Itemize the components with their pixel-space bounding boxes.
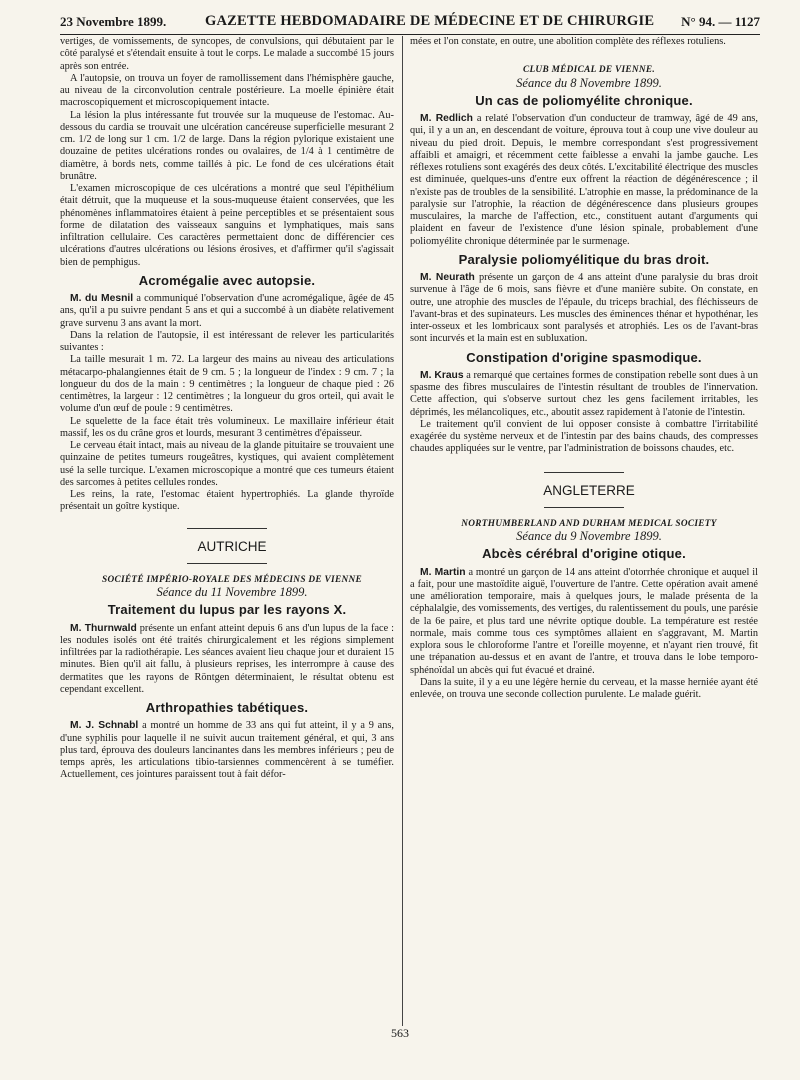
paragraph: mées et l'on constate, en outre, une abolition complète des réflexes rotuliens. (410, 36, 726, 47)
paragraph-text: a communiqué l'observation d'une acromégalique, âgée de 45 ans, qu'il a pu suivre pendant 5 ans et qui a succombé à un diabète relativement grave survenu 3 ans avant la mort. (60, 293, 394, 329)
paragraph: Dans la suite, il y a eu une légère hernie du cerveau, et la masse herniée ayant été enlevée, on trouva une seconde collection purulente. Le malade guérit. (410, 676, 758, 700)
running-header (60, 12, 760, 35)
society-name: SOCIÉTÉ IMPÉRIO-ROYALE DES MÉDECINS DE VIENNE (101, 574, 363, 585)
paragraph (410, 370, 758, 419)
author-name: M. Kraus (420, 369, 464, 381)
paragraph (60, 623, 394, 697)
author-name: M. Redlich (420, 113, 473, 124)
paragraph (410, 272, 758, 346)
paragraph (60, 720, 394, 781)
article-heading-constipation: Constipation d'origine spasmodique. (466, 349, 702, 365)
paragraph: A l'autopsie, on trouva un foyer de ramollissement dans l'hémisphère gauche, au niveau de la circonvolution centrale postérieure. La moelle épinière était macroscopiquement et microscopiquement intacte. (60, 72, 394, 109)
paragraph-text: présente un garçon de 4 ans atteint d'une paralysie du bras droit survenue à l'âge de 6 mois, sans fièvre et d'une manière subite. On constate, en outre, une atrophie des muscles de l'épaule, du triceps brachial, des fléchisseurs de l'avant-bras et des supinateurs. Les muscles des éminences thénar et hypothénar, les inter-osseux et les lombricaux sont paralysés et atrophiés. Les os de l'avant-bras sont incurvés et la main est en subluxation. (410, 272, 758, 345)
paragraph: Le cerveau était intact, mais au niveau de la glande pituitaire se trouvaient une quinzaine de petites tumeurs rougeâtres, kystiques, qui avaient complètement usé la selle turcique. L'examen microscopique a montré que ces tumeurs étaient des sarcomes à petites cellules rondes. (60, 440, 394, 488)
author-name: M. Thurnwald (70, 622, 137, 634)
right-column (410, 36, 758, 701)
paragraph: Le squelette de la face était très volumineux. Le maxillaire inférieur était massif, les os du crâne gros et lourds, mesurant 3 centimètres d'épaisseur. (60, 415, 394, 439)
paragraph (410, 113, 758, 248)
paragraph: Le traitement qu'il convient de lui opposer consiste à combattre l'irritabilité exagérée du système nerveux et de l'intestin par des bains chauds, des compresses chaudes appliquées sur le ventre, par l'administration de boissons chaudes, etc. (410, 418, 758, 455)
paragraph-text: présente un enfant atteint depuis 6 ans d'un lupus de la face : les nodules isolés ont été traités chirurgicalement et les régions simplement infiltrées par la radiothérapie. Les séances avaient lieu chaque jour et duraient 15 minutes. Bien qu'il ait fallu, à plusieurs reprises, les interrompre à cause des dermatites que les rayons de Röntgen déterminaient, le résultat obtenu est cependant excellent. (60, 622, 394, 695)
paragraph: La taille mesurait 1 m. 72. La largeur des mains au niveau des articulations métacarpo-phalangiennes était de 9 cm. 5 ; la longueur de l'index : 9 cm. 7 ; la longueur du dos de la main : 9 centimètres ; la longueur de chaque pied : 26 centimètres, la largeur : 12 centimètres ; la longueur du gros orteil, qui avait le volume d'un œuf de poule : 9 centimètres. (60, 354, 394, 415)
paragraph-text: a remarqué que certaines formes de constipation rebelle sont dues à un spasme des fibres musculaires de l'intestin résultant de troubles de l'innervation. Cette affection, qui s'observe surtout chez les gens facilement irritables, les déprimés, les mélancoliques, etc., aboutit assez rapidement à l'atonie de l'intestin. (410, 369, 758, 418)
paragraph (410, 567, 758, 677)
journal-title: GAZETTE HEBDOMADAIRE DE MÉDECINE ET DE CHIRURGIE (205, 13, 655, 29)
paragraph: La lésion la plus intéressante fut trouvée sur la muqueuse de l'estomac. Au-dessous du cardia se trouvait une ulcération cancéreuse superficielle mesurant 2 cm. 1/2 de long sur 1 cm. 1/2 de large. Dans la région pylorique existaient une douzaine de petites ulcérations rondes ou ovalaires, de 1/4 à 1 centimètre de diamètre, à bords nets, comme taillés à pic. Le fond de ces ulcérations était brunâtre. (60, 109, 394, 182)
society-name: CLUB MÉDICAL DE VIENNE. (522, 65, 656, 76)
section-title-angleterre: ANGLETERRE (543, 482, 635, 498)
paragraph-text: a montré un garçon de 14 ans atteint d'otorrhée chronique et auquel il a fait, pour une mastoïdite aiguë, l'ouverture de l'antre. Cette opération avait amené une amélioration temporaire, mais à quelques jours, le malade présenta de la céphalalgie, des vomissements, des vertiges, du ralentissement du pouls, une parésie de la 6e paire, et plus tard une névrite optique double. La température est restée normale, mais comme tous ces symptômes allaient en s'aggravant, M. Martin explora sous le chloroforme l'antre et l'oreille moyenne, et n'ayant rien trouvé, fit une trépanation au-dessus et en avant de l'antre, et trouva dans le lobe temporo-sphénoïdal un abcès qui fut évacué et drainé. (410, 566, 758, 676)
article-heading-lupus: Traitement du lupus par les rayons X. (107, 602, 347, 618)
paragraph-text: a montré un homme de 33 ans qui fut atteint, il y a 9 ans, d'une syphilis pour laquelle il ne suivit aucun traitement général, et qui, 3 ans plus tard, éprouva des douleurs lancinantes dans les membres inférieurs ; peu de temps après, les articulations tibio-tarsiennes commencèrent à se tuméfier. Actuellement, ces jointures paraissent tout à fait défor- (60, 720, 394, 781)
article-heading-arthropathies: Arthropathies tabétiques. (145, 700, 309, 715)
section-title-autriche: AUTRICHE (197, 538, 267, 554)
page-number: 563 (391, 1026, 409, 1040)
left-column (60, 36, 394, 782)
author-name: M. Neurath (420, 272, 475, 283)
article-heading-acromegalie: Acromégalie avec autopsie. (138, 272, 316, 288)
paragraph (60, 293, 394, 330)
session-date: Séance du 9 Novembre 1899. (516, 529, 662, 543)
author-name: M. du Mesnil (70, 293, 134, 304)
article-heading-poliomyelite: Un cas de poliomyélite chronique. (475, 92, 693, 108)
paragraph: vertiges, de vomissements, de syncopes, de convulsions, qui débutaient par le côté paralysé et s'étendait ensuite à tout le corps. Le malade a succombé 15 jours après son entrée. (60, 36, 394, 72)
paragraph: Dans la relation de l'autopsie, il est intéressant de relever les particularités suivantes : (60, 329, 394, 353)
paragraph: Les reins, la rate, l'estomac étaient hypertrophiés. La glande thyroïde présentait un goître kystique. (60, 489, 394, 513)
article-heading-abces: Abcès cérébral d'origine otique. (482, 546, 686, 562)
session-date: Séance du 8 Novembre 1899. (516, 75, 662, 90)
society-name: NORTHUMBERLAND AND DURHAM MEDICAL SOCIETY (461, 518, 717, 529)
column-divider (402, 36, 403, 1026)
paragraph: L'examen microscopique de ces ulcérations a montré que seul l'épithélium était détruit, que la muqueuse et la sous-muqueuse étaient conservées, que les phénomènes inflammatoires étaient à peine perceptibles et se présentaient sous forme de dilatation des vaisseaux sanguins et lymphatiques, mais sans infiltration cellulaire. Ces caractères permettaient donc de différencier ces ulcérations d'autres ulcérations ou lésions érosives, et d'affirmer qu'il s'agissait bien de pemphigus. (60, 183, 394, 268)
issue-date: 23 Novembre 1899. (60, 14, 167, 29)
author-name: M. Martin (420, 566, 466, 578)
author-name: M. J. Schnabl (70, 720, 139, 732)
paragraph-text: a relaté l'observation d'un conducteur de tramway, âgé de 49 ans, qui, il y a un an, en descendant de voiture, éprouva tout à coup une vive douleur au niveau du pied droit. Depuis, le membre correspondant s'est progressivement affaibli et amaigri, et récemment cette faiblesse a envahi la jambe gauche. Les réflexes rotuliens sont exagérés des deux côtés. L'excitabilité électrique des muscles est diminuée, quelques-uns d'entre eux offrent la réaction de dégénérescence ; il n'existe pas de troubles de la sensibilité. L'atrophie en masse, la prédominance de la paralysie sur l'atrophie, la réaction de dégénérescence dans plusieurs groupes musculaires, la marche de l'affection, etc., constituent autant d'arguments qui plaident en faveur de l'existence d'une lésion spinale, probablement d'une poliomyélite chronique déterminée par le surmenage. (410, 113, 758, 247)
article-heading-paralysie: Paralysie poliomyélitique du bras droit. (458, 251, 710, 267)
session-date: Séance du 11 Novembre 1899. (156, 585, 308, 599)
issue-number: N° 94. — 1127 (681, 14, 760, 29)
